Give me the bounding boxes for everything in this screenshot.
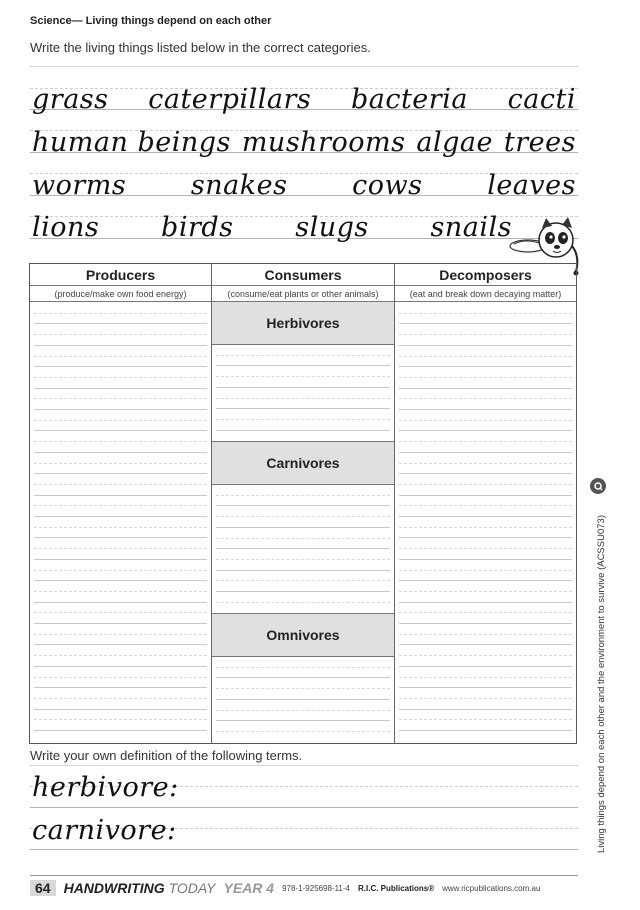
writing-guideline bbox=[399, 580, 572, 581]
curriculum-icon bbox=[590, 478, 606, 494]
brand-bold: HANDWRITING bbox=[63, 880, 165, 896]
column-header: Consumers bbox=[212, 264, 394, 286]
column-subtitle: (produce/make own food energy) bbox=[30, 286, 211, 302]
writing-guideline bbox=[34, 356, 207, 357]
writing-guideline bbox=[399, 420, 572, 421]
writing-guideline bbox=[216, 419, 390, 420]
writing-guideline bbox=[399, 323, 572, 324]
writing-guideline bbox=[399, 527, 572, 528]
carnivores-writing-lines[interactable] bbox=[216, 484, 390, 612]
writing-guideline bbox=[34, 537, 207, 538]
writing-guideline bbox=[34, 441, 207, 442]
omnivores-writing-lines[interactable] bbox=[216, 656, 390, 742]
writing-guideline bbox=[399, 559, 572, 560]
writing-guideline bbox=[34, 430, 207, 431]
writing-guideline bbox=[34, 719, 207, 720]
page-number: 64 bbox=[30, 880, 56, 896]
writing-guideline bbox=[34, 548, 207, 549]
writing-guideline bbox=[34, 388, 207, 389]
word-item: leaves bbox=[487, 170, 576, 201]
footer bbox=[30, 878, 540, 898]
writing-guideline bbox=[216, 667, 390, 668]
writing-guideline bbox=[216, 538, 390, 539]
writing-guideline bbox=[399, 570, 572, 571]
writing-guideline bbox=[216, 430, 390, 431]
word-item: snails bbox=[430, 212, 512, 243]
word-item: snakes bbox=[190, 170, 288, 201]
writing-guideline bbox=[399, 313, 572, 314]
word-item: caterpillars bbox=[148, 84, 312, 115]
writing-guideline bbox=[34, 505, 207, 506]
writing-guideline bbox=[216, 505, 390, 506]
writing-guideline bbox=[399, 356, 572, 357]
writing-guideline bbox=[216, 731, 390, 732]
writing-guideline bbox=[399, 709, 572, 710]
categories-instruction: Write the living things listed below in the correct categories. bbox=[30, 40, 371, 55]
categories-table bbox=[29, 263, 577, 744]
writing-guideline bbox=[34, 366, 207, 367]
writing-guideline bbox=[34, 463, 207, 464]
brand-light: TODAY bbox=[168, 880, 216, 896]
writing-guideline bbox=[399, 719, 572, 720]
writing-guideline bbox=[399, 345, 572, 346]
writing-guideline bbox=[399, 730, 572, 731]
writing-guideline bbox=[399, 505, 572, 506]
writing-guideline bbox=[399, 409, 572, 410]
writing-guideline bbox=[399, 495, 572, 496]
writing-guideline bbox=[34, 580, 207, 581]
writing-guideline bbox=[34, 323, 207, 324]
brand-name bbox=[64, 880, 216, 896]
writing-guideline bbox=[34, 452, 207, 453]
word-row bbox=[32, 129, 576, 156]
writing-guideline bbox=[216, 355, 390, 356]
writing-guideline bbox=[34, 591, 207, 592]
word-row bbox=[32, 172, 576, 199]
writing-guideline bbox=[34, 730, 207, 731]
writing-guideline bbox=[34, 334, 207, 335]
writing-guideline bbox=[216, 699, 390, 700]
writing-guideline bbox=[399, 677, 572, 678]
writing-guideline bbox=[399, 398, 572, 399]
writing-guideline bbox=[399, 666, 572, 667]
writing-guideline bbox=[34, 420, 207, 421]
word-item: slugs bbox=[295, 212, 369, 243]
word-item: cacti bbox=[507, 84, 576, 115]
writing-guideline bbox=[399, 377, 572, 378]
writing-guideline bbox=[34, 313, 207, 314]
writing-guideline bbox=[399, 366, 572, 367]
writing-guideline bbox=[34, 709, 207, 710]
word-item: algae bbox=[416, 127, 493, 158]
writing-guideline bbox=[34, 495, 207, 496]
writing-guideline bbox=[34, 398, 207, 399]
writing-guideline bbox=[34, 666, 207, 667]
writing-guideline bbox=[399, 612, 572, 613]
writing-guideline bbox=[399, 634, 572, 635]
word-item: bacteria bbox=[350, 84, 468, 115]
isbn: 978-1-925698-11-4 bbox=[282, 883, 350, 893]
writing-guideline bbox=[399, 473, 572, 474]
writing-guideline bbox=[399, 548, 572, 549]
writing-guideline bbox=[399, 484, 572, 485]
writing-guideline bbox=[34, 527, 207, 528]
word-item: trees bbox=[503, 127, 576, 158]
writing-guideline bbox=[399, 334, 572, 335]
word-item: grass bbox=[32, 84, 109, 115]
writing-guideline bbox=[34, 409, 207, 410]
producers-writing-lines[interactable] bbox=[34, 302, 207, 742]
producers-column bbox=[30, 264, 212, 743]
carnivores-subheading: Carnivores bbox=[212, 441, 394, 485]
writing-guideline bbox=[34, 602, 207, 603]
writing-guideline bbox=[399, 463, 572, 464]
writing-guideline bbox=[216, 398, 390, 399]
writing-guideline bbox=[216, 495, 390, 496]
writing-guideline bbox=[399, 516, 572, 517]
word-item: birds bbox=[161, 212, 234, 243]
publisher-url: www.ricpublications.com.au bbox=[442, 883, 541, 893]
writing-guideline bbox=[34, 345, 207, 346]
writing-guideline bbox=[216, 720, 390, 721]
writing-guideline bbox=[399, 537, 572, 538]
writing-guideline bbox=[399, 602, 572, 603]
writing-guideline bbox=[399, 687, 572, 688]
writing-guideline bbox=[34, 612, 207, 613]
omnivores-subheading: Omnivores bbox=[212, 613, 394, 657]
curriculum-reference: Living things depend on each other and the environment to survive (ACSSU073) bbox=[596, 515, 607, 853]
writing-guideline bbox=[34, 644, 207, 645]
writing-guideline bbox=[216, 602, 390, 603]
writing-guideline bbox=[216, 387, 390, 388]
writing-guideline bbox=[399, 452, 572, 453]
writing-guideline bbox=[399, 655, 572, 656]
writing-guideline bbox=[216, 559, 390, 560]
writing-guideline bbox=[34, 570, 207, 571]
column-header: Decomposers bbox=[395, 264, 576, 286]
writing-guideline bbox=[34, 677, 207, 678]
writing-guideline bbox=[34, 516, 207, 517]
word-item: cows bbox=[352, 170, 423, 201]
decomposers-writing-lines[interactable] bbox=[399, 302, 572, 742]
writing-guideline bbox=[399, 623, 572, 624]
column-subtitle: (consume/eat plants or other animals) bbox=[212, 286, 394, 302]
writing-guideline bbox=[216, 591, 390, 592]
writing-guideline bbox=[216, 580, 390, 581]
writing-guideline bbox=[399, 698, 572, 699]
writing-guideline bbox=[34, 698, 207, 699]
writing-guideline bbox=[399, 388, 572, 389]
definition-herbivore[interactable]: herbivore: bbox=[32, 772, 179, 803]
consumers-column bbox=[212, 264, 395, 743]
writing-guideline bbox=[399, 644, 572, 645]
writing-guideline bbox=[216, 710, 390, 711]
writing-guideline bbox=[399, 591, 572, 592]
column-subtitle: (eat and break down decaying matter) bbox=[395, 286, 576, 302]
word-item: human beings bbox=[32, 127, 231, 158]
writing-guideline bbox=[216, 365, 390, 366]
writing-guideline bbox=[216, 688, 390, 689]
definition-carnivore[interactable]: carnivore: bbox=[32, 815, 177, 846]
writing-guideline bbox=[399, 441, 572, 442]
word-row bbox=[32, 86, 576, 113]
writing-guideline bbox=[34, 559, 207, 560]
writing-guideline bbox=[34, 377, 207, 378]
writing-guideline bbox=[34, 473, 207, 474]
herbivores-subheading: Herbivores bbox=[212, 301, 394, 345]
writing-guideline bbox=[34, 655, 207, 656]
writing-guideline bbox=[216, 376, 390, 377]
writing-guideline bbox=[216, 516, 390, 517]
word-item: lions bbox=[32, 212, 100, 243]
footer-divider bbox=[30, 875, 578, 876]
writing-guideline bbox=[216, 548, 390, 549]
word-item: mushrooms bbox=[241, 127, 406, 158]
worksheet-title: Science— Living things depend on each other bbox=[30, 15, 272, 27]
writing-guideline bbox=[216, 570, 390, 571]
year-level: YEAR 4 bbox=[223, 880, 275, 896]
herbivores-writing-lines[interactable] bbox=[216, 344, 390, 440]
publisher: R.I.C. Publications® bbox=[358, 883, 435, 893]
definitions-instruction: Write your own definition of the following terms. bbox=[30, 748, 303, 763]
writing-guideline bbox=[34, 623, 207, 624]
writing-guideline bbox=[216, 408, 390, 409]
word-item: worms bbox=[32, 170, 127, 201]
decomposers-column bbox=[395, 264, 576, 743]
writing-guideline bbox=[34, 484, 207, 485]
writing-guideline bbox=[34, 687, 207, 688]
writing-guideline bbox=[399, 430, 572, 431]
word-row bbox=[32, 214, 512, 241]
writing-guideline bbox=[216, 527, 390, 528]
writing-guideline bbox=[34, 634, 207, 635]
writing-guideline bbox=[216, 677, 390, 678]
column-header: Producers bbox=[30, 264, 211, 286]
